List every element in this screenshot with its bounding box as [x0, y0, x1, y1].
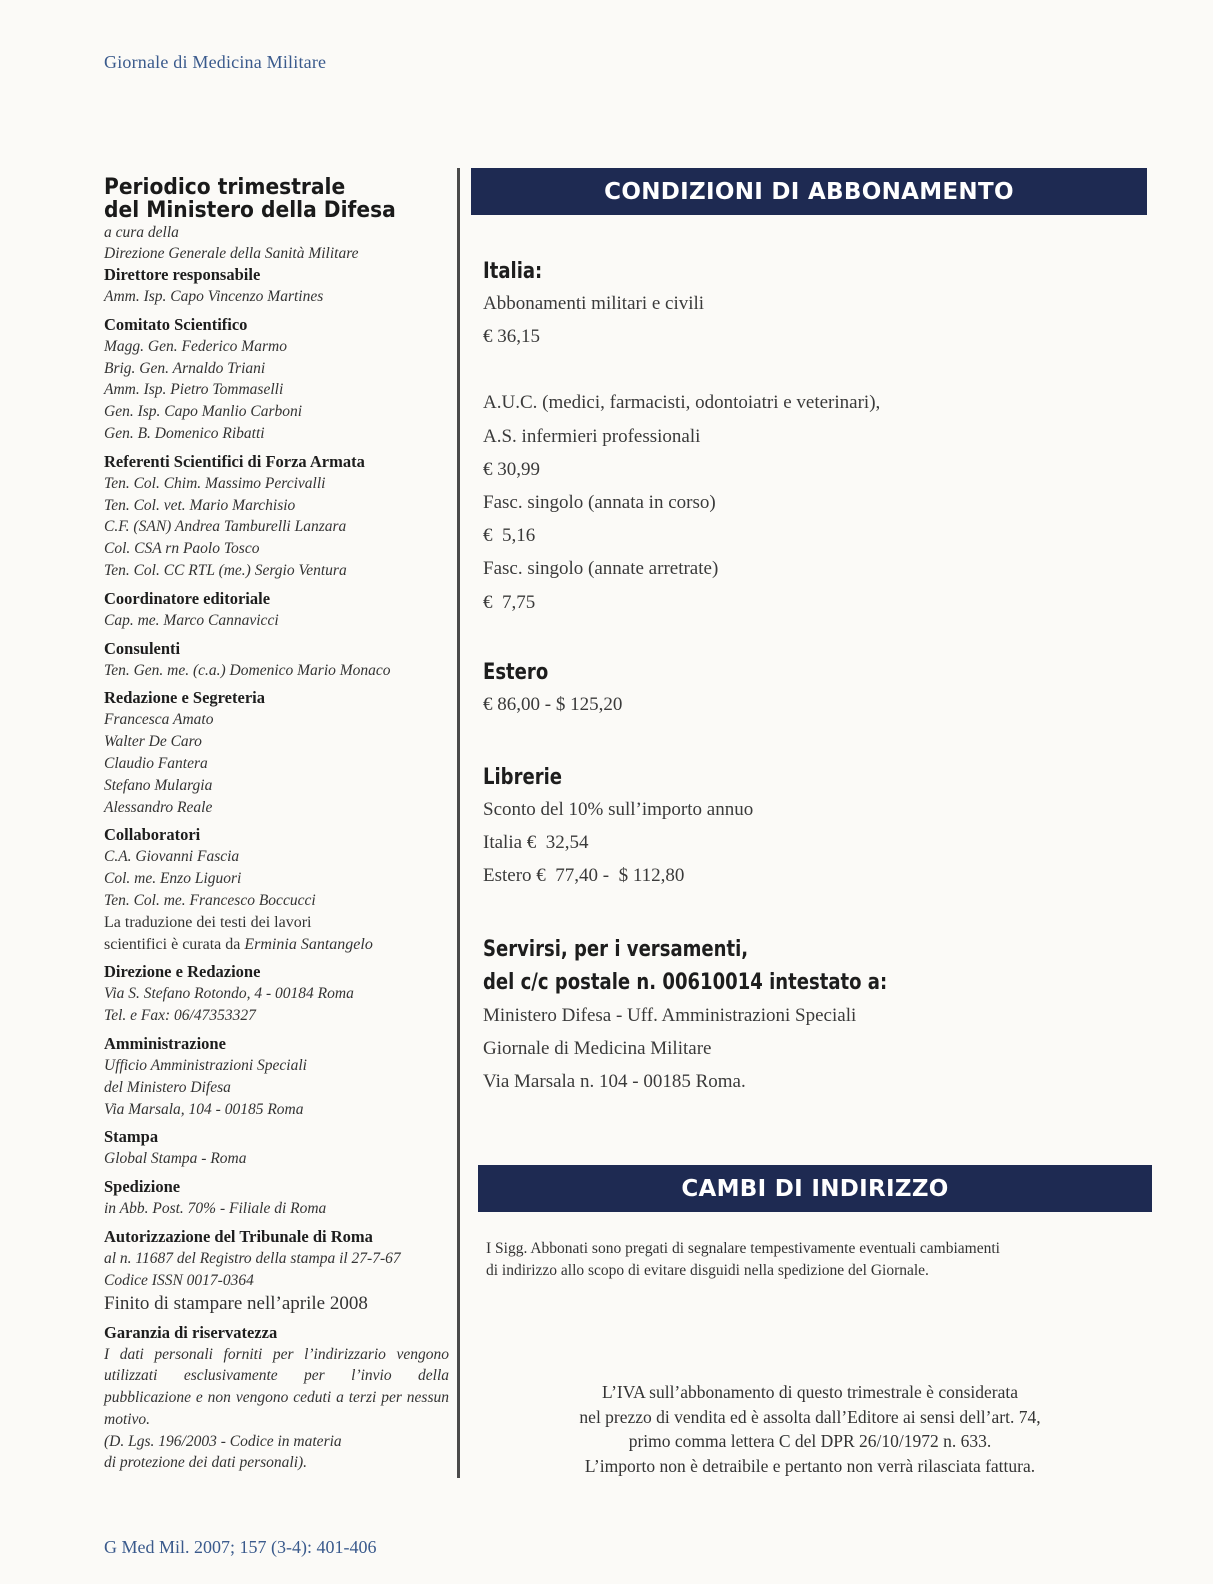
section-line: Amm. Isp. Capo Vincenzo Martines — [104, 288, 324, 305]
subscription-line: Fasc. singolo (annata in corso) — [483, 492, 716, 514]
payee-line: Via Marsala n. 104 - 00185 Roma. — [483, 1071, 746, 1093]
section-line: Ten. Col. me. Francesco Boccucci — [104, 891, 316, 909]
estero-heading: Estero — [483, 660, 549, 685]
price-value: € 30,99 — [483, 458, 540, 480]
masthead-title-line: Periodico trimestrale — [104, 175, 346, 200]
section-privacy — [104, 1322, 449, 1475]
payment-section — [483, 933, 1173, 1099]
section-line: Ufficio Amministrazioni Speciali — [104, 1056, 307, 1074]
section-heading: Garanzia di riservatezza — [104, 1322, 278, 1342]
section-line: Via Marsala, 104 - 00185 Roma — [104, 1100, 304, 1118]
italia-heading: Italia: — [483, 259, 543, 284]
section-line: Col. me. Enzo Liguori — [104, 870, 242, 888]
translation-note: La traduzione dei testi dei lavori — [104, 913, 312, 931]
subscription-line: A.S. infermieri professionali — [483, 425, 701, 447]
section-line: al n. 11687 del Registro della stampa il 27-7-67 — [104, 1249, 401, 1267]
subscription-banner: CONDIZIONI DI ABBONAMENTO — [471, 168, 1147, 215]
price-value: € 36,15 — [483, 326, 540, 348]
section-spedizione — [104, 1176, 449, 1220]
masthead-title — [104, 176, 449, 222]
section-heading: Spedizione — [104, 1177, 181, 1197]
section-heading: Consulenti — [104, 638, 181, 658]
section-comitato — [104, 314, 449, 445]
iva-line: L’IVA sull’abbonamento di questo trimestrale è considerata — [601, 1382, 1018, 1402]
price-value: Estero € 77,40 - $ 112,80 — [483, 865, 685, 887]
librerie-heading: Librerie — [483, 765, 563, 790]
section-amministrazione — [104, 1033, 449, 1120]
estero-section — [483, 658, 1173, 721]
iva-note — [490, 1380, 1130, 1478]
section-stampa — [104, 1126, 449, 1170]
section-referenti — [104, 451, 449, 582]
section-line: Claudio Fantera — [104, 754, 208, 772]
section-collaboratori — [104, 824, 449, 955]
section-line: (D. Lgs. 196/2003 - Codice in materia — [104, 1432, 342, 1450]
price-value: € 7,75 — [483, 591, 536, 613]
section-heading: Amministrazione — [104, 1033, 226, 1053]
subscription-line: Sconto del 10% sull’importo annuo — [483, 799, 754, 820]
section-direzione — [104, 961, 449, 1027]
section-heading: Autorizzazione del Tribunale di Roma — [104, 1226, 373, 1246]
iva-line: primo comma lettera C del DPR 26/10/1972 n. 633. — [628, 1431, 992, 1451]
payee-line: Ministero Difesa - Uff. Amministrazioni Speciali — [483, 1005, 857, 1026]
section-heading: Coordinatore editoriale — [104, 588, 271, 608]
section-line: Codice ISSN 0017-0364 — [104, 1271, 254, 1289]
price-value: Italia € 32,54 — [483, 832, 589, 854]
section-heading: Stampa — [104, 1127, 159, 1147]
section-line: Ten. Gen. me. (c.a.) Domenico Mario Monaco — [104, 661, 391, 679]
section-line: Gen. B. Domenico Ribatti — [104, 424, 265, 442]
citation-footer: G Med Mil. 2007; 157 (3-4): 401-406 — [104, 1537, 377, 1557]
payment-heading: Servirsi, per i versamenti, — [483, 937, 749, 962]
section-line: Global Stampa - Roma — [104, 1150, 247, 1168]
section-line: Ten. Col. Chim. Massimo Percivalli — [104, 474, 326, 492]
section-heading: Direttore responsabile — [104, 265, 261, 284]
section-line: Stefano Mulargia — [104, 776, 213, 794]
section-heading: Comitato Scientifico — [104, 314, 248, 334]
iva-line: nel prezzo di vendita ed è assolta dall’Editore ai sensi dell’art. 74, — [579, 1406, 1041, 1427]
section-direttore — [104, 264, 449, 308]
section-line: Tel. e Fax: 06/47353327 — [104, 1007, 256, 1025]
section-line: Amm. Isp. Pietro Tommaselli — [104, 381, 284, 399]
section-line: Cap. me. Marco Cannavicci — [104, 611, 279, 629]
section-line: Gen. Isp. Capo Manlio Carboni — [104, 403, 303, 421]
section-line: Ten. Col. CC RTL (me.) Sergio Ventura — [104, 561, 347, 579]
address-change-notice — [486, 1238, 1151, 1282]
section-consulenti — [104, 638, 449, 682]
section-line: C.A. Giovanni Fascia — [104, 848, 240, 866]
section-line: Walter De Caro — [104, 733, 202, 751]
privacy-text: I dati personali forniti per l’indirizzario vengono utilizzati esclusivamente per l’invio della pubblicazione e non vengono ceduti a terzi per nessun motivo. — [104, 1345, 449, 1428]
masthead-title-line: del Ministero della Difesa — [104, 198, 396, 223]
payee-line: Giornale di Medicina Militare — [483, 1038, 712, 1060]
column-divider — [457, 168, 460, 1478]
payment-heading: del c/c postale n. 00610014 intestato a: — [483, 970, 888, 995]
masthead-subtitle: a cura della — [104, 224, 179, 241]
section-coordinatore — [104, 588, 449, 632]
subscription-line: A.U.C. (medici, farmacisti, odontoiatri e veterinari), — [483, 392, 881, 414]
section-line: Col. CSA rn Paolo Tosco — [104, 540, 260, 558]
section-line: del Ministero Difesa — [104, 1078, 231, 1096]
section-line: di protezione dei dati personali). — [104, 1454, 308, 1472]
section-line: C.F. (SAN) Andrea Tamburelli Lanzara — [104, 518, 347, 536]
section-redazione — [104, 687, 449, 818]
subscription-line: Fasc. singolo (annate arretrate) — [483, 558, 719, 580]
translation-note — [104, 934, 449, 956]
librerie-section — [483, 763, 1173, 893]
section-line: Brig. Gen. Arnaldo Triani — [104, 359, 266, 377]
section-line: Francesca Amato — [104, 711, 214, 729]
section-line: Alessandro Reale — [104, 798, 213, 816]
section-heading: Direzione e Redazione — [104, 962, 261, 982]
translation-note-text: scientifici è curata da — [104, 935, 245, 953]
print-date: Finito di stampare nell’aprile 2008 — [104, 1292, 368, 1314]
section-heading: Referenti Scientifici di Forza Armata — [104, 451, 365, 471]
running-title: Giornale di Medicina Militare — [104, 52, 327, 72]
price-value: € 86,00 - $ 125,20 — [483, 694, 623, 715]
notice-line: I Sigg. Abbonati sono pregati di segnalare tempestivamente eventuali cambiamenti — [486, 1240, 1000, 1257]
section-line: in Abb. Post. 70% - Filiale di Roma — [104, 1200, 327, 1218]
masthead-subtitle: Direzione Generale della Sanità Militare — [104, 245, 359, 262]
notice-line: di indirizzo allo scopo di evitare disguidi nella spedizione del Giornale. — [486, 1262, 929, 1279]
iva-line: L’importo non è detraibile e pertanto non verrà rilasciata fattura. — [584, 1455, 1036, 1476]
subscription-line: Abbonamenti militari e civili — [483, 293, 705, 314]
italia-section — [483, 257, 1173, 619]
translator-name: Erminia Santangelo — [244, 935, 373, 953]
section-heading: Redazione e Segreteria — [104, 688, 265, 708]
section-line: Ten. Col. vet. Mario Marchisio — [104, 496, 296, 514]
section-line: Magg. Gen. Federico Marmo — [104, 337, 287, 355]
section-autorizzazione — [104, 1226, 449, 1316]
masthead-column — [104, 176, 449, 1474]
address-change-banner: CAMBI DI INDIRIZZO — [478, 1165, 1152, 1212]
section-line: Via S. Stefano Rotondo, 4 - 00184 Roma — [104, 985, 354, 1003]
section-heading: Collaboratori — [104, 825, 201, 845]
price-value: € 5,16 — [483, 525, 536, 547]
